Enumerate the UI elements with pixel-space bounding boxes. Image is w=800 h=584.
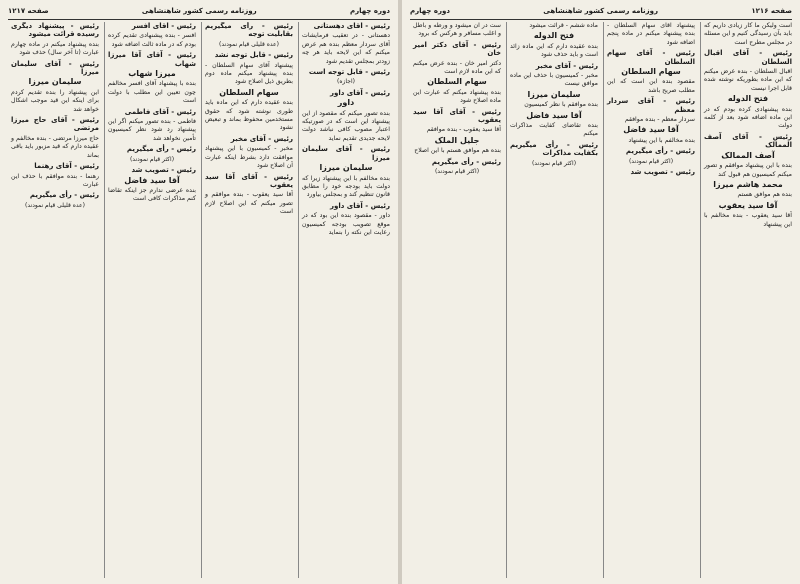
text-column	[506, 22, 598, 578]
speaker-heading: داور	[337, 98, 355, 108]
speaker-heading: سلیمان میرزا	[527, 89, 581, 99]
speaker-line: رئیس - آقای داور	[329, 88, 390, 97]
paragraph: رهنما - بنده موافقم با حذف این عبارت	[11, 172, 99, 188]
paragraph: بنده عقیده دارم که این ماده زائد است و باید حذف شود	[510, 42, 598, 59]
vote-result: (عده قلیلی قیام نمودند)	[25, 201, 85, 209]
paragraph: بنده هم موافق هستم	[737, 191, 792, 199]
left-page	[0, 0, 398, 584]
paragraph: است ولیکن ما کار زیادی داریم که باید بآن رسیدگی کنیم و این مسئله در مجلس مطرح است	[704, 22, 792, 46]
right-header-page-number: صفحه ۱۲۱۶	[751, 7, 792, 15]
paragraph: آقا سید یعقوب - بنده موافقم	[426, 126, 501, 134]
paragraph: آقا سید یعقوب - بنده مخالفم با این پیشنهاد	[704, 212, 792, 228]
paragraph: ست در آن میشود و ورطه و باطل و اغلب مسافر و هرکس که برود	[413, 22, 501, 38]
right-page	[402, 0, 800, 584]
speaker-heading: سلیمان میرزا	[319, 163, 373, 173]
speaker-line: رئیس - تصویب شد	[630, 168, 695, 177]
paragraph: دکتر امیر خان - بنده عرض میکنم که این ماده لازم است	[413, 59, 501, 76]
speaker-line: رئیس - رأی میگیریم	[625, 147, 695, 156]
speaker-line: رئیس - آقای سلیمان میرزا	[11, 59, 99, 77]
paragraph: اقبال السلطان - بنده عرض میکنم که این ماده بطوریکه نوشته شده قابل اجرا نیست	[704, 68, 792, 92]
paragraph: مقصود بنده این است که این مطلب صریح باشد	[607, 78, 695, 94]
speaker-heading: آقا سید یعقوب	[718, 200, 778, 210]
paragraph: آقا سید یعقوب - بنده موافقم و تصور میکنم که این اصلاح لازم است	[205, 191, 293, 216]
right-page-header	[410, 4, 792, 18]
speaker-line: رئیس - قابل توجه است	[308, 68, 390, 77]
speaker-heading: سهام السلطان	[621, 67, 681, 77]
speaker-heading: سهام السلطان	[219, 87, 279, 97]
paragraph: بنده تقاضای کفایت مذاکرات میکنم	[510, 122, 598, 138]
speaker-line: رئیس - آقای حاج میرزا مرتضی	[11, 116, 99, 133]
paragraph: دهستانی - در تعقیب فرمایشات آقای سردار معظم بنده هم عرض میکنم که این لایحه باید هر چه زودتر بمجلس تقدیم شود	[302, 32, 390, 65]
vote-result: (اکثر قیام نمودند)	[531, 159, 577, 167]
speaker-heading: سهام السلطان	[427, 77, 487, 87]
speaker-line: رئیس - رأی میگیریم	[29, 191, 99, 200]
text-column	[104, 22, 196, 578]
vote-result: (اکثر قیام نمودند)	[434, 168, 480, 176]
speaker-heading: آقا سید فاضل	[526, 110, 582, 120]
speaker-line: رئیس - آقای مخبر	[230, 134, 293, 143]
vote-result: (اکثر قیام نمودند)	[129, 155, 175, 163]
text-column	[298, 22, 390, 578]
paragraph: حاج میرزا مرتضی - بنده مخالفم و عقیده دارم که قید مزبور باید باقی بماند	[11, 134, 99, 159]
text-column	[603, 22, 695, 578]
speaker-heading: سلیمان میرزا	[28, 77, 82, 87]
speaker-heading: میرزا شهاب	[128, 69, 176, 79]
paragraph: بنده مخالفم با این پیشنهاد	[628, 136, 695, 144]
paragraph: مخبر - کمیسیون با حذف این ماده موافق نیست	[510, 72, 598, 88]
paragraph: پیشنهاد آقای سهام السلطان - بنده پیشنهاد میکنم در ماده پنجم اضافه شود	[607, 22, 695, 46]
vote-result: (اکثر قیام نمودند)	[628, 157, 674, 165]
paragraph: بنده پیشنهاد میکنم در ماده چهارم عبارت (تا آخر سال) حذف شود	[11, 40, 99, 57]
left-header-page-number: صفحه ۱۲۱۷	[8, 7, 49, 15]
right-header-title: روزنامه رسمی کشور شاهنشاهی	[543, 7, 659, 15]
text-column	[410, 22, 501, 578]
speaker-heading: آقا سید فاضل	[623, 125, 679, 135]
speaker-line: رئیس - آقای آقا سید یعقوب	[205, 172, 293, 189]
speaker-heading: محمد هاشم میرزا	[713, 179, 783, 189]
speaker-heading: آقا سید فاضل	[124, 175, 180, 185]
paragraph: بنده مخالفم با این پیشنهاد زیرا که دولت باید بودجه خود را مطابق قانون تنظیم کند و بمجلس بیاورد	[302, 174, 390, 199]
speaker-heading: فتح الدوله	[533, 31, 575, 41]
left-header-volume: دوره چهارم	[350, 7, 390, 15]
speaker-line: رئیس - آقای آقا سید یعقوب	[413, 107, 501, 125]
speaker-line: رئیس - رأی میگیریم	[431, 157, 501, 166]
vote-result: (عده قلیلی قیام نمودند)	[219, 40, 279, 48]
right-header-rule	[410, 19, 792, 20]
left-header-rule	[8, 19, 390, 20]
speaker-line: رئیس - رأی میگیریم بکفایت مذاکرات	[510, 140, 598, 158]
speaker-line: رئیس - آقای مخبر	[535, 61, 598, 70]
speaker-heading: جلیل الملک	[434, 135, 480, 145]
speaker-line: رئیس - رأی میگیریم بقابلیت توجه	[205, 22, 293, 39]
speaker-line: رئیس - آقای سلیمان میرزا	[302, 145, 390, 162]
speaker-line: رئیس - آقای سهام السلطان	[607, 49, 695, 66]
speaker-line: رئیس - آقای داور	[329, 201, 390, 210]
paragraph: بنده با این پیشنهاد موافقم و تصور میکنم کمیسیون هم قبول کند	[704, 162, 792, 178]
vote-result: (اجازه)	[337, 78, 355, 86]
paragraph: بنده عقیده دارم که این ماده باید طوری نوشته شود که حقوق مستخدمین محفوظ بماند و تبعیض نشود	[205, 99, 293, 132]
speaker-line: رئیس - آقای دهستانی	[313, 22, 390, 30]
paragraph: بنده پیشنهادی کرده بودم که در این ماده اضافه شود بعد از کلمه دولت	[704, 105, 792, 130]
paragraph: فاطمی - بنده تصور میکنم اگر این پیشنهاد رد شود نظر کمیسیون تأمین نخواهد شد	[108, 118, 196, 142]
paragraph: مخبر - کمیسیون با این پیشنهاد موافقت دارد بشرط اینکه عبارت آن اصلاح شود	[205, 145, 293, 170]
paragraph: ماده ششم - قرائت میشود	[529, 22, 598, 29]
speaker-line: رئیس - قابل توجه نشد	[214, 51, 293, 60]
text-column	[8, 22, 99, 578]
speaker-heading: آصف الممالک	[721, 150, 775, 160]
speaker-line: رئیس - آقای آصف الممالک	[704, 132, 792, 150]
paragraph: بنده تصور میکنم که مقصود از این پیشنهاد این است که در صورتیکه اعتبار مصوب کافی نباشد دولت لایحه جدیدی تقدیم نماید	[302, 109, 390, 142]
right-columns	[410, 22, 792, 578]
text-column	[201, 22, 293, 578]
speaker-line: رئیس - آقای آقا میرزا شهاب	[108, 51, 196, 68]
paragraph: بنده هم موافق هستم با این اصلاح	[414, 147, 501, 155]
speaker-line: رئیس - آقای دکتر امیر خان	[413, 40, 501, 58]
paragraph: بنده با پیشنهاد آقای افسر مخالفم چون تعیین این مطلب با دولت است	[108, 80, 196, 105]
paragraph: داور - مقصود بنده این بود که در موقع تصویب بودجه کمیسیون رعایت این نکته را بنماید	[302, 212, 390, 236]
left-page-header	[8, 4, 390, 18]
paragraph: بنده عرضی ندارم جز اینکه تقاضا کنم مذاکرات کافی است	[108, 186, 196, 203]
left-columns	[8, 22, 390, 578]
speaker-line: رئیس - آقای فاطمی	[124, 107, 196, 116]
speaker-heading: فتح الدوله	[727, 94, 769, 104]
paragraph: بنده موافقم با نظر کمیسیون	[524, 101, 598, 109]
speaker-line: رئیس - آقای افسر	[131, 22, 196, 30]
paragraph: پیشنهاد آقای سهام السلطان - بنده پیشنهاد میکنم ماده دوم بطریق ذیل اصلاح شود	[205, 61, 293, 86]
text-column	[700, 22, 792, 578]
speaker-line: رئیس - آقای اقبال السلطان	[704, 49, 792, 66]
paragraph: بنده پیشنهاد میکنم که عبارت این ماده اصلاح شود	[413, 88, 501, 105]
speaker-line: رئیس - آقای رهنما	[34, 162, 99, 171]
paragraph: سردار معظم - بنده موافقم	[624, 116, 695, 124]
paragraph: این پیشنهاد را بنده تقدیم کردم برای اینکه این قید موجب اشکال خواهد شد	[11, 88, 99, 113]
paragraph: افسر - بنده پیشنهادی تقدیم کرده بودم که در ماده ثالث اضافه شود	[108, 32, 196, 48]
speaker-line: رئیس - رأی میگیریم	[126, 145, 196, 154]
speaker-line: رئیس - آقای سردار معظم	[607, 97, 695, 114]
speaker-line: رئیس - پیشنهاد دیگری رسیده قرائت میشود	[11, 22, 99, 39]
left-header-title: روزنامه رسمی کشور شاهنشاهی	[141, 7, 257, 15]
right-header-volume: دوره چهارم	[410, 7, 450, 15]
speaker-line: رئیس - تصویب شد	[131, 166, 196, 175]
